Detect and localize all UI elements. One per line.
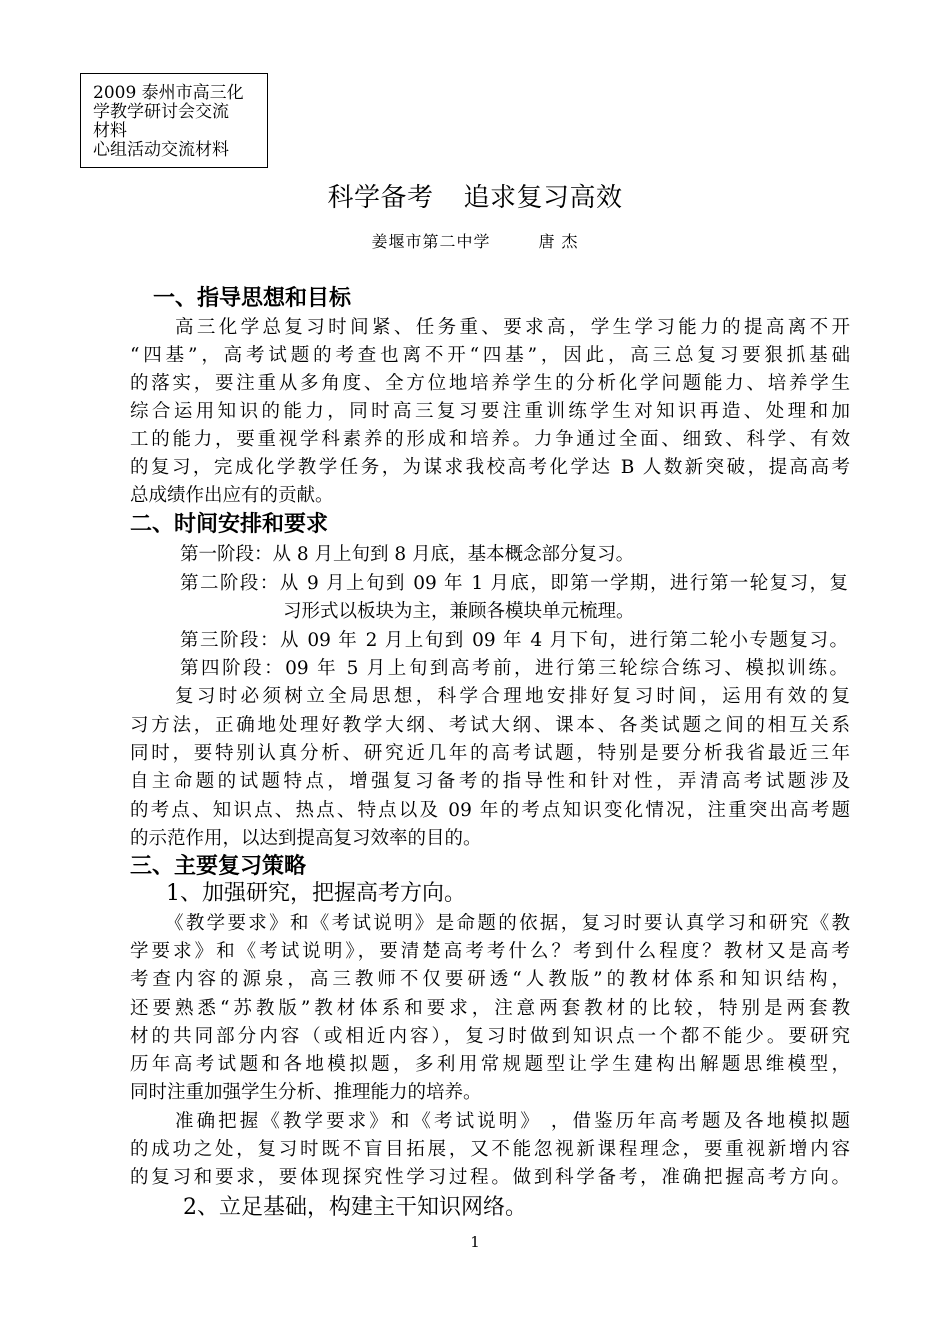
document-title <box>0 180 950 216</box>
paragraph-line: 习方法，正确地处理好教学大纲、考试大纲、课本、各类试题之间的相互关系 <box>130 715 850 736</box>
paragraph-line: 高三化学总复习时间紧、任务重、要求高，学生学习能力的提高离不开 <box>175 317 850 338</box>
paragraph-line: 的成功之处，复习时既不盲目拓展，又不能忽视新课程理念，要重视新增内容 <box>130 1139 850 1160</box>
paragraph-line: 的复习，完成化学教学任务，为谋求我校高考化学达 B 人数新突破，提高高考 <box>130 457 850 478</box>
paragraph-line: 历年高考试题和各地模拟题，多利用常规题型让学生建构出解题思维模型， <box>130 1054 850 1075</box>
subsection1-heading: 1、加强研究，把握高考方向。 <box>166 881 466 906</box>
header-note-line: 2009 泰州市高三化 <box>93 83 244 103</box>
paragraph-line: 的落实，要注重从多角度、全方位地培养学生的分析化学问题能力、培养学生 <box>130 373 850 394</box>
paragraph-line: 的示范作用，以达到提高复习效率的目的。 <box>130 828 482 849</box>
paragraph-line: 的考点、知识点、热点、特点以及 09 年的考点知识变化情况，注重突出高考题 <box>130 800 850 821</box>
paragraph-line: 工的能力，要重视学科素养的形成和培养。力争通过全面、细致、科学、有效 <box>130 429 850 450</box>
title-part1: 科学备考 <box>327 183 434 213</box>
stage-line: 第三阶段：从 09 年 2 月上旬到 09 年 4 月下旬，进行第二轮小专题复习。 <box>180 630 848 651</box>
section1-heading: 一、指导思想和目标 <box>153 286 352 311</box>
paragraph-line: 同时注重加强学生分析、推理能力的培养。 <box>130 1082 482 1103</box>
paragraph-line: 自主命题的试题特点，增强复习备考的指导性和针对性，弄清高考试题涉及 <box>130 771 850 792</box>
paragraph-line: 总成绩作出应有的贡献。 <box>130 485 334 506</box>
paragraph-line: 还要熟悉“苏教版”教材体系和要求，注意两套教材的比较，特别是两套教 <box>130 998 850 1019</box>
paragraph-line: “四基”，高考试题的考查也离不开“四基”，因此，高三总复习要狠抓基础 <box>130 345 850 366</box>
paragraph-line: 《教学要求》和《考试说明》是命题的依据，复习时要认真学习和研究《教 <box>165 913 850 934</box>
paragraph-line: 材的共同部分内容（或相近内容），复习时做到知识点一个都不能少。要研究 <box>130 1026 850 1047</box>
paragraph-line: 同时，要特别认真分析、研究近几年的高考试题，特别是要分析我省最近三年 <box>130 743 850 764</box>
header-note-line: 学教学研讨会交流 <box>93 102 229 122</box>
title-part2: 追求复习高效 <box>463 183 623 213</box>
header-note-box <box>80 73 268 168</box>
paragraph-line: 准确把握《教学要求》和《考试说明》 ，借鉴历年高考题及各地模拟题 <box>175 1111 850 1132</box>
stage-line: 第四阶段：09 年 5 月上旬到高考前，进行第三轮综合练习、模拟训练。 <box>180 658 848 679</box>
paragraph-line: 复习时必须树立全局思想，科学合理地安排好复习时间，运用有效的复 <box>175 686 850 707</box>
paragraph-line: 学要求》和《考试说明》，要清楚高考考什么？考到什么程度？教材又是高考 <box>130 941 850 962</box>
page-number: 1 <box>470 1233 480 1251</box>
section3-heading: 三、主要复习策略 <box>130 854 307 879</box>
stage-line: 第二阶段：从 9 月上旬到 09 年 1 月底，即第一学期，进行第一轮复习，复 <box>180 573 848 594</box>
byline-school: 姜堰市第二中学 <box>371 232 491 251</box>
stage-line: 习形式以板块为主，兼顾各模块单元梳理。 <box>283 601 635 622</box>
stage-line: 第一阶段：从 8 月上旬到 8 月底，基本概念部分复习。 <box>180 544 635 565</box>
header-note-line: 材料 <box>93 121 127 141</box>
subsection2-heading: 2、立足基础，构建主干知识网络。 <box>183 1195 527 1220</box>
byline-author: 唐 杰 <box>538 232 579 251</box>
paragraph-line: 考查内容的源泉，高三教师不仅要研透“人教版”的教材体系和知识结构， <box>130 969 850 990</box>
byline <box>0 231 950 253</box>
header-note-line: 心组活动交流材料 <box>93 140 229 160</box>
section2-heading: 二、时间安排和要求 <box>130 512 329 537</box>
paragraph-line: 综合运用知识的能力，同时高三复习要注重训练学生对知识再造、处理和加 <box>130 401 850 422</box>
paragraph-line: 的复习和要求，要体现探究性学习过程。做到科学备考，准确把握高考方向。 <box>130 1167 850 1188</box>
